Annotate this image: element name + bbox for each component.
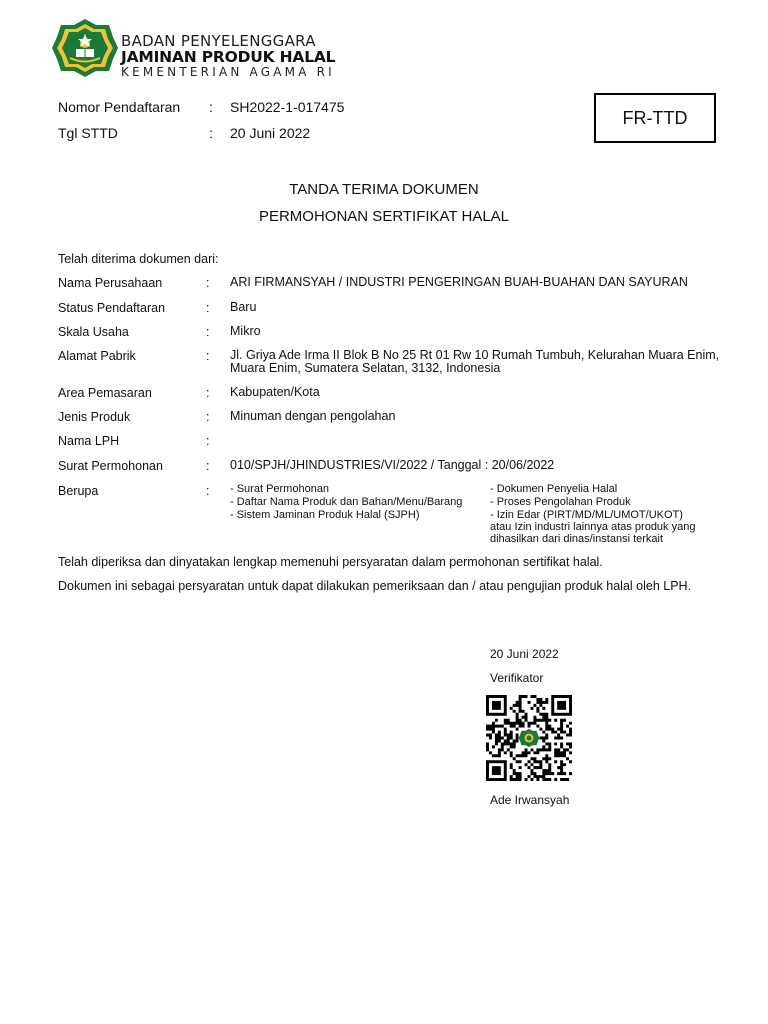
- field-value: Baru: [230, 300, 257, 314]
- signatory-name: Ade Irwansyah: [490, 793, 570, 807]
- field-value: ARI FIRMANSYAH / INDUSTRI PENGERINGAN BUAH-BUAHAN DAN SAYURAN: [230, 275, 688, 289]
- registration-number-label: Nomor Pendaftaran: [58, 99, 181, 115]
- list-item: - Izin Edar (PIRT/MD/ML/UMOT/UKOT): [490, 509, 683, 521]
- form-code-box: [594, 93, 716, 143]
- list-item: - Surat Permohonan: [230, 483, 330, 495]
- separator: :: [209, 125, 213, 141]
- list-item: - Daftar Nama Produk dan Bahan/Menu/Barang: [230, 496, 463, 508]
- separator: :: [209, 99, 213, 115]
- field-label: Jenis Produk: [58, 410, 131, 424]
- document-title: TANDA TERIMA DOKUMEN: [289, 181, 479, 198]
- field-label: Berupa: [58, 484, 99, 498]
- list-item: - Dokumen Penyelia Halal: [490, 483, 618, 495]
- separator: :: [206, 301, 210, 315]
- signature-role: Verifikator: [490, 671, 544, 685]
- field-label: Surat Permohonan: [58, 459, 163, 473]
- field-value: Mikro: [230, 324, 261, 338]
- document-subtitle: PERMOHONAN SERTIFIKAT HALAL: [258, 208, 510, 225]
- separator: :: [206, 434, 210, 448]
- org-name: [121, 34, 335, 78]
- field-label: Nama Perusahaan: [58, 276, 163, 290]
- field-value: Minuman dengan pengolahan: [230, 409, 396, 423]
- form-code: FR-TTD: [622, 107, 688, 128]
- sttd-date-label: Tgl STTD: [58, 125, 118, 141]
- berupa-list-left: [230, 483, 462, 522]
- list-item: - Proses Pengolahan Produk: [490, 496, 631, 508]
- org-name-line2: JAMINAN PRODUK HALAL: [121, 48, 336, 66]
- berupa-list-right: [490, 483, 695, 545]
- verification-qr-code-icon: [486, 695, 572, 781]
- field-value: Jl. Griya Ade Irma II Blok B No 25 Rt 01 Rw 10 Rumah Tumbuh, Kelurahan Muara Enim, Muara Enim, Sumatera Selatan, 3132, Indonesia: [230, 348, 720, 375]
- separator: :: [206, 276, 210, 290]
- org-name-line3: KEMENTERIAN AGAMA RI: [121, 65, 335, 79]
- field-label: Area Pemasaran: [58, 386, 152, 400]
- separator: :: [206, 349, 210, 363]
- list-item: dihasilkan dari dinas/instansi terkait: [490, 533, 664, 545]
- org-name-line1: BADAN PENYELENGGARA: [121, 32, 316, 50]
- separator: :: [206, 325, 210, 339]
- field-value: Kabupaten/Kota: [230, 385, 320, 399]
- separator: :: [206, 484, 210, 498]
- purpose-statement: Dokumen ini sebagai persyaratan untuk dapat dilakukan pemeriksaan dan / atau pengujian produk halal oleh LPH.: [58, 579, 692, 593]
- separator: :: [206, 386, 210, 400]
- list-item: atau Izin industri lainnya atas produk yang: [490, 521, 696, 533]
- field-label: Nama LPH: [58, 434, 120, 448]
- verification-statement: Telah diperiksa dan dinyatakan lengkap memenuhi persyaratan dalam permohonan sertifikat halal.: [58, 555, 603, 569]
- field-label: Status Pendaftaran: [58, 301, 166, 315]
- field-label: Alamat Pabrik: [58, 349, 136, 363]
- field-value: 010/SPJH/JHINDUSTRIES/VI/2022 / Tanggal : 20/06/2022: [230, 458, 555, 472]
- signature-date: 20 Juni 2022: [490, 647, 559, 661]
- list-item: - Sistem Jaminan Produk Halal (SJPH): [230, 509, 420, 521]
- separator: :: [206, 459, 210, 473]
- sttd-date-value: 20 Juni 2022: [230, 125, 311, 141]
- registration-number-value: SH2022-1-017475: [230, 99, 345, 115]
- kemenag-emblem-icon: [52, 18, 118, 78]
- separator: :: [206, 410, 210, 424]
- field-label: Skala Usaha: [58, 325, 129, 339]
- intro-text: Telah diterima dokumen dari:: [58, 252, 219, 266]
